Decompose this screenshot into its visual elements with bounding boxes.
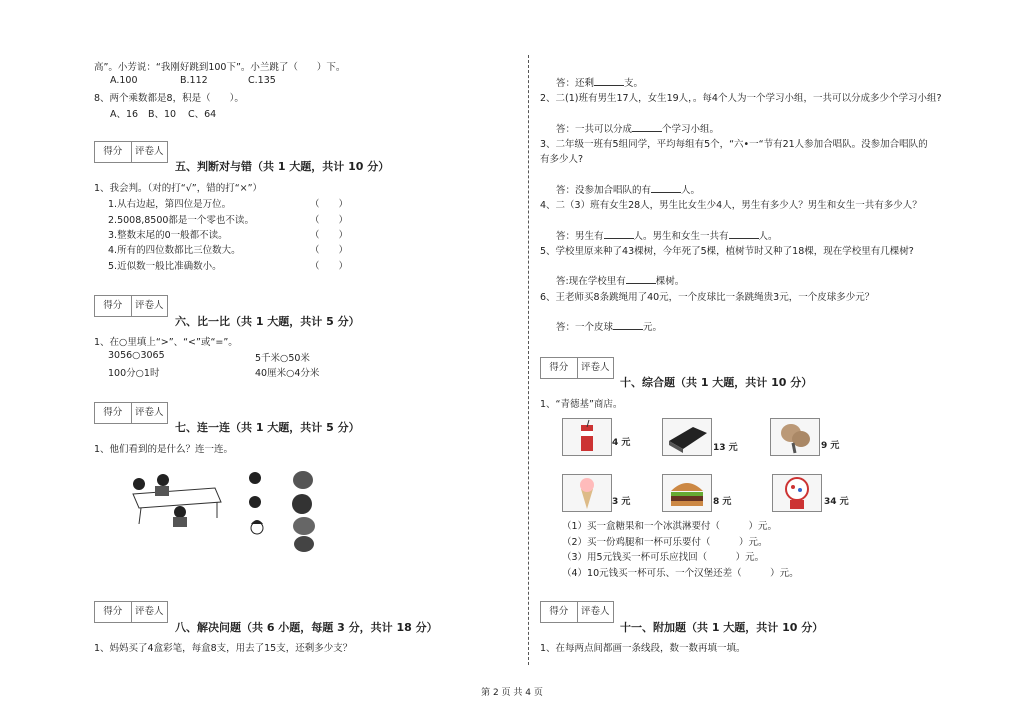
section-5-title: 五、判断对与错（共 1 大题，共计 10 分） xyxy=(175,160,390,173)
answer-paren[interactable]: （ ） xyxy=(310,261,349,272)
answer-blank[interactable] xyxy=(604,229,634,239)
price-label: 9 元 xyxy=(821,441,840,451)
section-11-q1: 1、在每两点间都画一条线段，数一数再填一填。 xyxy=(540,643,746,654)
grader-label: 评卷人 xyxy=(580,362,610,373)
judge-item-3: 3.整数末尾的0一般都不读。 xyxy=(108,230,228,241)
answer-paren[interactable]: （ ） xyxy=(310,199,349,210)
grader-label: 评卷人 xyxy=(134,606,164,617)
section-10-title: 十、综合题（共 1 大题，共计 10 分） xyxy=(620,376,813,389)
child-faces-illustration xyxy=(243,468,273,548)
q7-option-a: A.100 xyxy=(110,75,138,86)
answer-blank[interactable] xyxy=(651,183,681,193)
compare-item: 100分○1时 xyxy=(108,368,160,379)
score-box xyxy=(94,601,168,623)
chocolate-box-image xyxy=(662,418,712,456)
score-label: 得分 xyxy=(95,602,132,622)
judge-item-5: 5.近似数一般比准确数小。 xyxy=(108,261,222,272)
answer-paren[interactable]: （ ） xyxy=(310,230,349,241)
q8-option-a: A、16 xyxy=(110,109,139,120)
q7-option-b: B.112 xyxy=(180,75,208,86)
price-label: 8 元 xyxy=(713,497,732,507)
question-3-cont: 有多少人? xyxy=(540,154,584,165)
judge-item-4: 4.所有的四位数都比三位数大。 xyxy=(108,245,241,256)
grader-label: 评卷人 xyxy=(580,606,610,617)
answer-blank[interactable] xyxy=(626,274,656,284)
judge-item-1: 1.从右边起，第四位是万位。 xyxy=(108,199,232,210)
shop-question-4: （4）10元钱买一杯可乐、一个汉堡还差（ ）元。 xyxy=(562,568,799,579)
score-box xyxy=(540,357,614,379)
section-7-title: 七、连一连（共 1 大题，共计 5 分） xyxy=(175,421,360,434)
children-table-illustration xyxy=(125,462,225,532)
section-11-title: 十一、附加题（共 1 大题，共计 10 分） xyxy=(620,621,824,634)
price-label: 34 元 xyxy=(824,497,849,507)
price-label: 4 元 xyxy=(612,438,631,448)
question-5: 5、学校里原来种了43棵树，今年死了5棵，植树节时又种了18棵，现在学校里有几棵树? xyxy=(540,246,914,257)
shop-question-2: （2）买一份鸡腿和一杯可乐要付（ ）元。 xyxy=(562,537,768,548)
answer-line: 答：还剩 支。 xyxy=(556,78,644,89)
score-box xyxy=(94,402,168,424)
score-box xyxy=(94,141,168,163)
answer-blank[interactable] xyxy=(632,122,662,132)
answer-blank[interactable] xyxy=(594,76,624,86)
score-box xyxy=(94,295,168,317)
score-label: 得分 xyxy=(541,358,578,378)
answer-line: 答：一个皮球 元。 xyxy=(556,322,663,333)
section-8-title: 八、解决问题（共 6 小题，每题 3 分，共计 18 分） xyxy=(175,621,438,634)
q8-option-b: B、10 xyxy=(148,109,177,120)
answer-paren[interactable]: （ ） xyxy=(310,245,349,256)
price-label: 3 元 xyxy=(612,497,631,507)
section-6-intro: 1、在○里填上“>”、“<”或“=”。 xyxy=(94,337,238,348)
section-7-intro: 1、他们看到的是什么？连一连。 xyxy=(94,444,234,455)
price-label: 13 元 xyxy=(713,443,738,453)
q8-option-c: C、64 xyxy=(188,109,217,120)
shop-question-1: （1）买一盒糖果和一个冰淇淋要付（ ）元。 xyxy=(562,521,778,532)
cola-cup-image xyxy=(562,418,612,456)
page-footer: 第 2 页 共 4 页 xyxy=(481,688,543,698)
chicken-leg-image xyxy=(770,418,820,456)
answer-blank[interactable] xyxy=(729,229,759,239)
score-label: 得分 xyxy=(95,296,132,316)
compare-item: 5千米○50米 xyxy=(255,353,310,364)
q7-option-c: C.135 xyxy=(248,75,276,86)
grader-label: 评卷人 xyxy=(134,407,164,418)
grader-label: 评卷人 xyxy=(134,146,164,157)
score-label: 得分 xyxy=(95,142,132,162)
answer-line: 答：男生有 人。男生和女生一共有 人。 xyxy=(556,231,778,242)
animal-views-illustration xyxy=(288,468,324,554)
answer-paren[interactable]: （ ） xyxy=(310,215,349,226)
answer-blank[interactable] xyxy=(613,320,643,330)
answer-line: 答:现在学校里有 棵树。 xyxy=(556,276,685,287)
question-3: 3、二年级一班有5组同学，平均每组有5个，“六•一“节有21人参加合唱队。没参加合唱队的 xyxy=(540,139,928,150)
compare-item: 40厘米○4分米 xyxy=(255,368,320,379)
question-6: 6、王老师买8条跳绳用了40元，一个皮球比一条跳绳贵3元，一个皮球多少元？ xyxy=(540,292,875,303)
section-6-title: 六、比一比（共 1 大题，共计 5 分） xyxy=(175,315,360,328)
question-4: 4、二（3）班有女生28人，男生比女生少4人，男生有多少人？男生和女生一共有多少人？ xyxy=(540,200,922,211)
question-2: 2、二(1)班有男生17人，女生19人，。每4个人为一个学习小组，一共可以分成多少个学习小组? xyxy=(540,93,942,104)
judge-item-2: 2.5008,8500都是一个零也不读。 xyxy=(108,215,254,226)
grader-label: 评卷人 xyxy=(134,300,164,311)
ice-cream-cone-image xyxy=(562,474,612,512)
section-8-q1: 1、妈妈买了4盒彩笔，每盒8支，用去了15支，还剩多少支？ xyxy=(94,643,353,654)
section-10-intro: 1、“青德基”商店。 xyxy=(540,399,623,410)
section-5-intro: 1、我会判。（对的打“√”，错的打“×”） xyxy=(94,183,262,194)
hamburger-image xyxy=(662,474,712,512)
question-8: 8、两个乘数都是8，积是（ ）。 xyxy=(94,93,244,104)
compare-item: 3056○3065 xyxy=(108,350,165,361)
column-divider xyxy=(528,55,529,665)
score-box xyxy=(540,601,614,623)
score-label: 得分 xyxy=(541,602,578,622)
answer-line: 答：一共可以分成 个学习小组。 xyxy=(556,124,720,135)
answer-line: 答：没参加合唱队的有 人。 xyxy=(556,185,701,196)
shop-question-3: （3）用5元钱买一杯可乐应找回（ ）元。 xyxy=(562,552,765,563)
score-label: 得分 xyxy=(95,403,132,423)
question-7-tail: 高”。小芳说：“我刚好跳到100下”。小兰跳了（ ）下。 xyxy=(94,62,346,73)
candy-jar-image xyxy=(772,474,822,512)
